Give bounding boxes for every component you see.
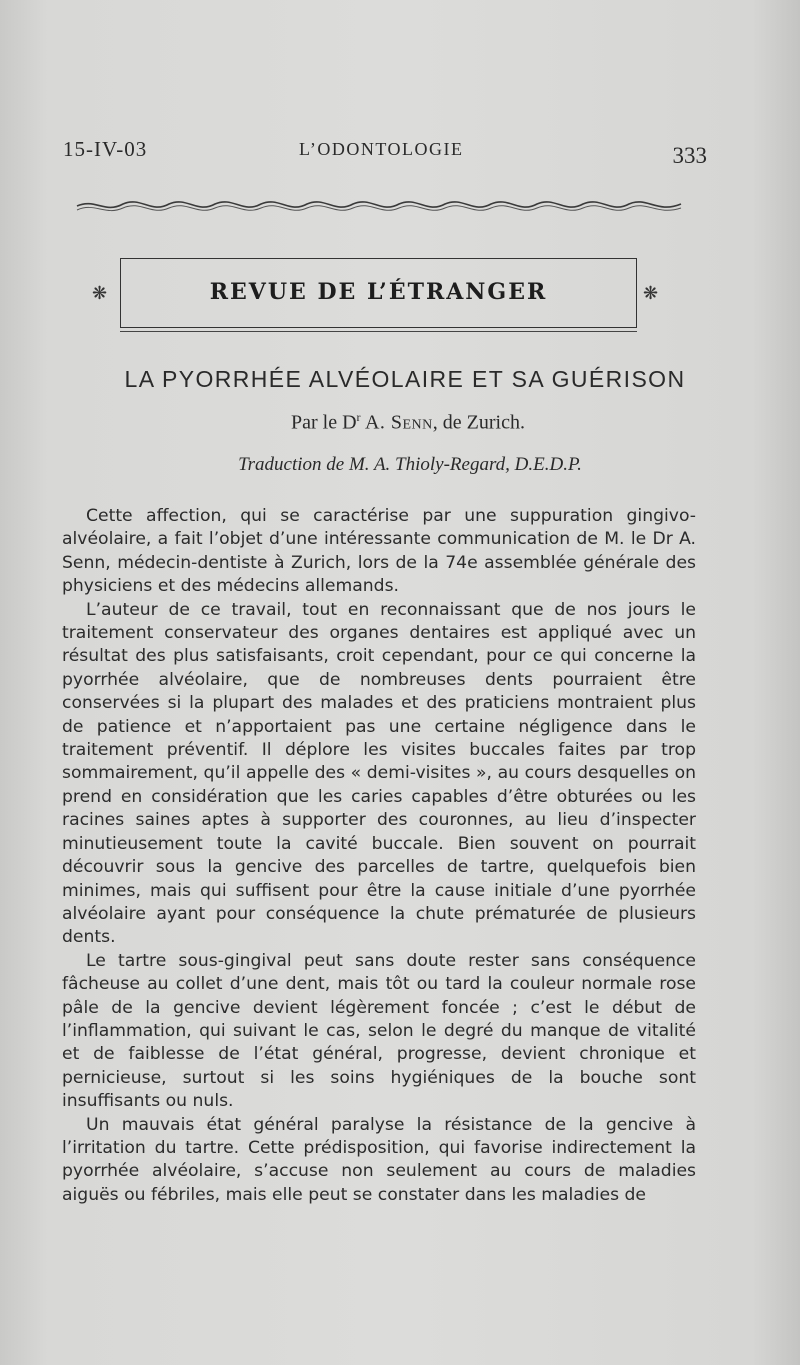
paragraph: L’auteur de ce travail, tout en reconnaissant que de nos jours le traitement conservateur des organes dentaires est appliqué avec un résultat des plus satisfaisants, croit cependant, pour ce qui concerne la pyorrhée alvéolaire, que de nombreuses dents pourraient être conservées si la plupart des malades et des praticiens montraient plus de patience et n’apportaient pas une certaine négligence dans le traitement préventif. Il déplore les visites buccales faites par trop sommairement, qu’il appelle des « demi-visites », au cours desquelles on prend en considération que les caries capables d’être obturées ou les racines saines aptes à supporter des couronnes, au lieu d’inspecter minutieusement toute la cavité buccale. Bien souvent on pourrait découvrir sous la gencive des parcelles de tartre, quelquefois bien minimes, mais qui suffisent pour être la cause initiale d’une pyorrhée alvéolaire ayant pour conséquence la chute prématurée de plusieurs dents. (62, 599, 696, 948)
issue-date: 15-IV-03 (63, 137, 148, 161)
article-byline (0, 410, 800, 435)
section-heading-box (120, 258, 637, 328)
translation-credit: Traduction de M. A. Thioly-Regard, D.E.D.P. (238, 454, 582, 475)
byline-author: A. Senn (360, 411, 433, 434)
byline-superscript: r (356, 410, 361, 424)
paragraph: Un mauvais état général paralyse la résistance de la gencive à l’irritation du tartre. Cette prédisposition, qui favorise indirectement la pyorrhée alvéolaire, s’accuse non seulement au cours de maladies aiguës ou fébriles, mais elle peut se constater dans les maladies de (62, 1114, 696, 1205)
byline-prefix: Par le D (291, 411, 357, 434)
section-title: REVUE DE L’ÉTRANGER (209, 279, 548, 305)
byline-suffix: , de Zurich. (432, 411, 525, 434)
paragraph: Cette affection, qui se caractérise par une suppuration gingivo-alvéolaire, a fait l’objet d’une intéressante communication de M. le Dr A. Senn, médecin-dentiste à Zurich, lors de la 74e assemblée générale des physiciens et des médecins allemands. (62, 506, 696, 597)
article-title: LA PYORRHÉE ALVÉOLAIRE ET SA GUÉRISON (124, 366, 686, 392)
running-header (63, 135, 713, 175)
right-flourish-icon: ❋ (643, 283, 659, 303)
left-flourish-icon: ❋ (92, 283, 108, 303)
article-body (62, 505, 696, 1207)
decorative-rule-ornament (75, 196, 685, 216)
journal-name: L’ODONTOLOGIE (299, 139, 464, 159)
paragraph: Le tartre sous-gingival peut sans doute rester sans conséquence fâcheuse au collet d’une dent, mais tôt ou tard la couleur normale rose pâle de la gencive devient légèrement foncée ; c’est le début de l’inflammation, qui suivant le cas, selon le degré du manque de vitalité et de faiblesse de l’état général, progresse, devient chronique et pernicieuse, surtout si les soins hygiéniques de la bouche sont insuffisants ou nuls. (62, 950, 696, 1112)
page-number: 333 (672, 143, 707, 168)
